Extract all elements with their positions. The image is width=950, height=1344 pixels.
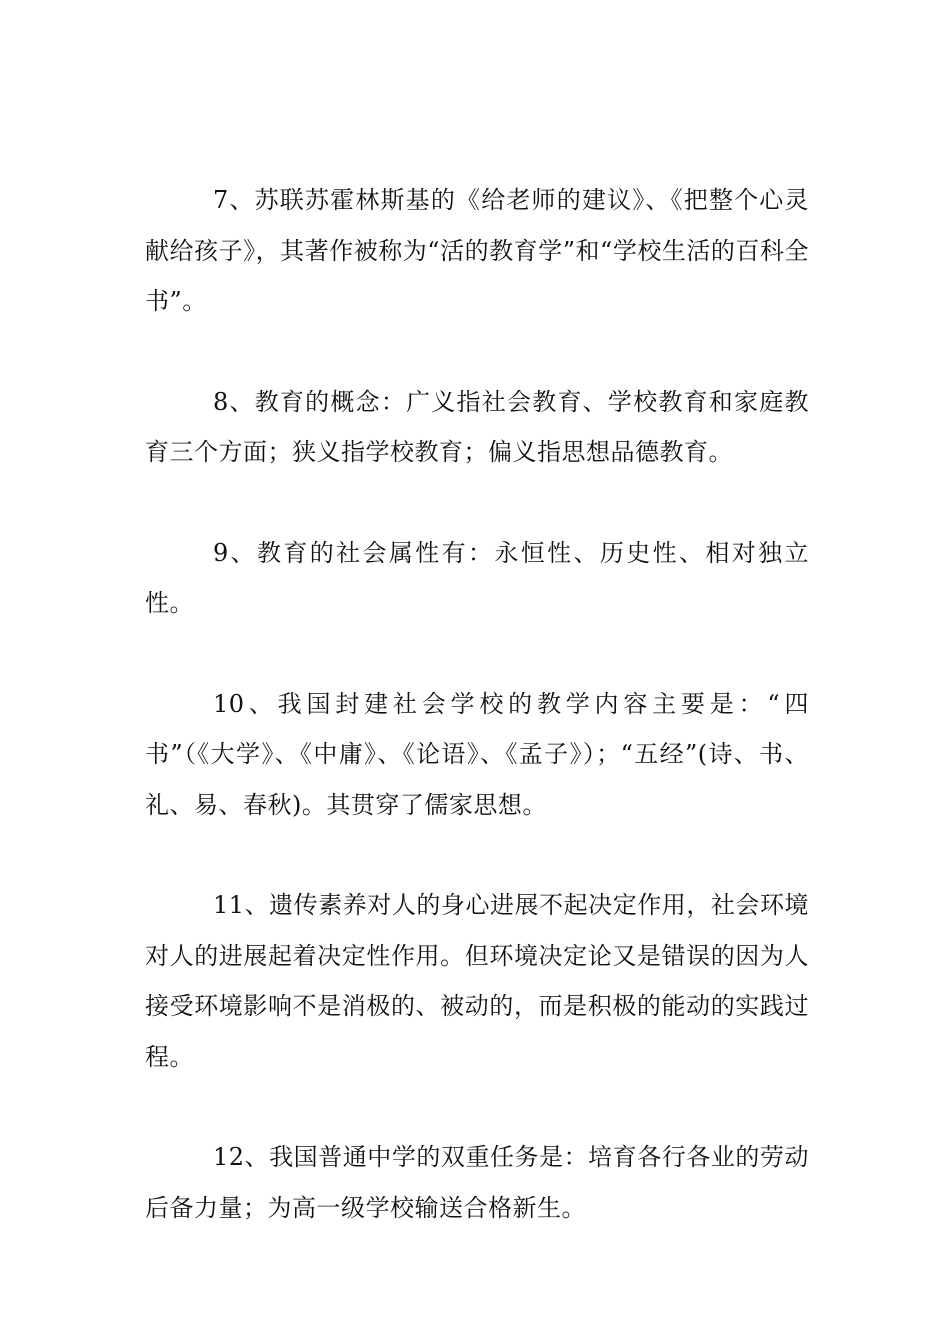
paragraph-10	[145, 679, 809, 831]
paragraph-7	[145, 175, 809, 327]
paragraph-11-text: 11、遗传素养对人的身心进展不起决定作用，社会环境对人的进展起着决定性作用。但环境决定论又是错误的因为人接受环境影响不是消极的、被动的，而是积极的能动的实践过程。	[145, 891, 809, 1071]
paragraph-9-text: 9、教育的社会属性有：永恒性、历史性、相对独立性。	[145, 538, 809, 617]
document-page	[145, 175, 809, 1283]
paragraph-10-text: 10、我国封建社会学校的教学内容主要是：“四书”（《大学》、《中庸》、《论语》、《孟子》）；“五经”(诗、书、礼、易、春秋)。其贯穿了儒家思想。	[145, 689, 809, 819]
paragraph-11	[145, 880, 809, 1082]
paragraph-12-text: 12、我国普通中学的双重任务是：培育各行各业的劳动后备力量；为高一级学校输送合格新生。	[145, 1143, 809, 1222]
paragraph-12	[145, 1132, 809, 1233]
paragraph-9	[145, 528, 809, 629]
paragraph-8-text: 8、教育的概念：广义指社会教育、学校教育和家庭教育三个方面；狭义指学校教育；偏义指思想品德教育。	[145, 387, 809, 466]
paragraph-8	[145, 377, 809, 478]
paragraph-7-text: 7、苏联苏霍林斯基的《给老师的建议》、《把整个心灵献给孩子》，其著作被称为“活的教育学”和“学校生活的百科全书”。	[145, 186, 809, 315]
